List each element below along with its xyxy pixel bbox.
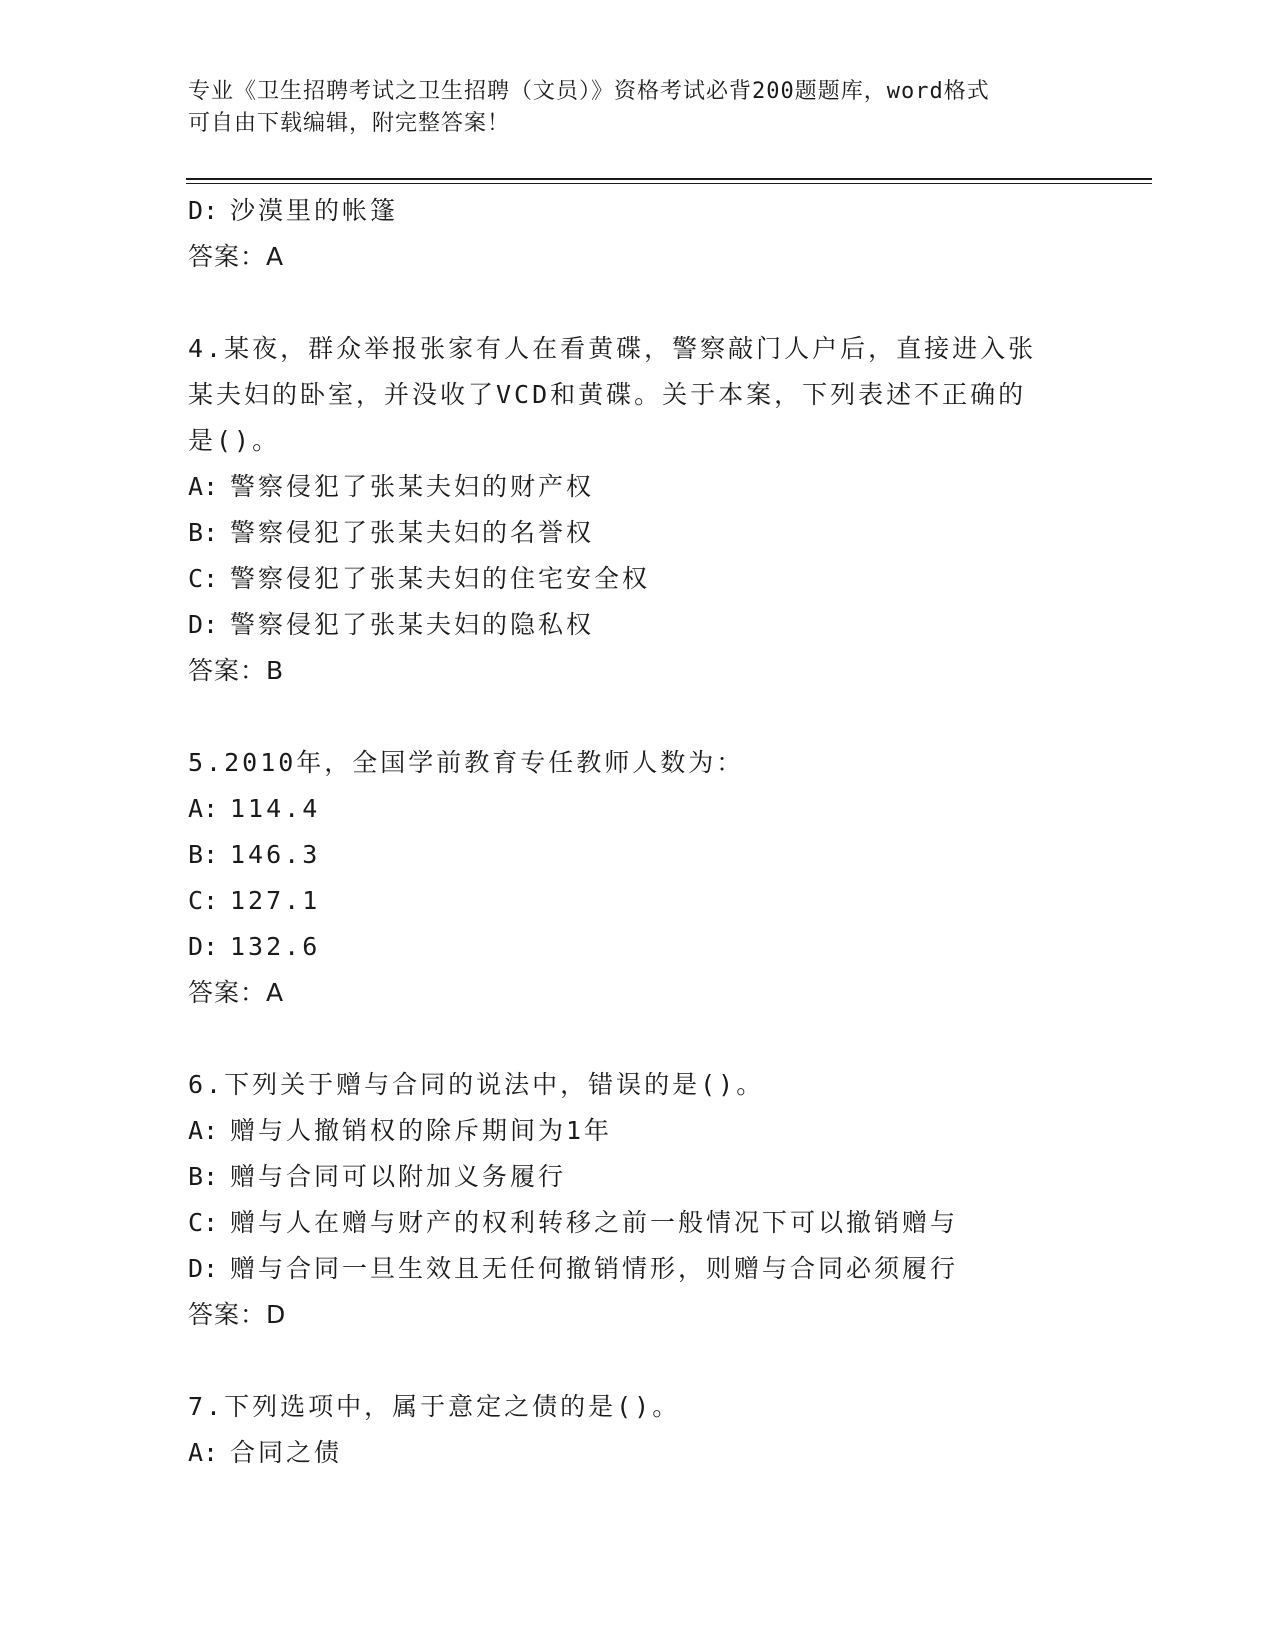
option-label: D: <box>188 610 219 639</box>
option-text: 127.1 <box>230 886 321 915</box>
document-body <box>188 188 1088 1476</box>
option-text: 146.3 <box>230 840 321 869</box>
option-label: B: <box>188 840 219 869</box>
option-label: A: <box>188 472 219 501</box>
header-line-1: 专业《卫生招聘考试之卫生招聘（文员）》资格考试必背200题题库，word格式 <box>188 79 990 104</box>
question-stem-line: 6.下列关于赠与合同的说法中，错误的是()。 <box>188 1070 765 1099</box>
option-text: 警察侵犯了张某夫妇的住宅安全权 <box>230 564 651 593</box>
option-c <box>188 1200 1088 1246</box>
option-label: C: <box>188 886 219 915</box>
option-label: A: <box>188 1116 219 1145</box>
option-d <box>188 924 1088 970</box>
document-header <box>188 76 1068 140</box>
option-label: B: <box>188 1162 219 1191</box>
question-5 <box>188 740 1088 1016</box>
spacer <box>188 1338 1088 1384</box>
option-label: A: <box>188 794 219 823</box>
option-label: B: <box>188 518 219 547</box>
question-7 <box>188 1384 1088 1476</box>
header-divider-thick <box>186 178 1152 180</box>
option-a <box>188 786 1088 832</box>
option-text: 警察侵犯了张某夫妇的财产权 <box>230 472 595 501</box>
spacer <box>188 694 1088 740</box>
question-3-tail <box>188 188 1088 280</box>
option-text: 赠与合同一旦生效且无任何撤销情形，则赠与合同必须履行 <box>230 1254 959 1283</box>
question-stem-line: 是()。 <box>188 426 281 455</box>
option-label: C: <box>188 564 219 593</box>
spacer <box>188 1016 1088 1062</box>
answer-line: 答案：B <box>188 656 285 685</box>
option-a <box>188 464 1088 510</box>
option-text: 警察侵犯了张某夫妇的隐私权 <box>230 610 595 639</box>
header-line-2: 可自由下载编辑，附完整答案！ <box>188 111 511 136</box>
question-stem-line: 某夫妇的卧室，并没收了VCD和黄碟。关于本案，下列表述不正确的 <box>188 380 1027 409</box>
option-text: 赠与合同可以附加义务履行 <box>230 1162 567 1191</box>
answer-line: 答案：A <box>188 242 285 271</box>
option-text: 沙漠里的帐篷 <box>230 196 399 225</box>
question-stem-line: 7.下列选项中，属于意定之债的是()。 <box>188 1392 681 1421</box>
option-text: 赠与人在赠与财产的权利转移之前一般情况下可以撤销赠与 <box>230 1208 959 1237</box>
option-b <box>188 510 1088 556</box>
option-d <box>188 1246 1088 1292</box>
option-text: 132.6 <box>230 932 321 961</box>
option-a <box>188 1430 1088 1476</box>
option-b <box>188 832 1088 878</box>
option-text: 114.4 <box>230 794 321 823</box>
option-text: 警察侵犯了张某夫妇的名誉权 <box>230 518 595 547</box>
option-label: D: <box>188 932 219 961</box>
option-d <box>188 602 1088 648</box>
question-stem-line: 4.某夜，群众举报张家有人在看黄碟，警察敲门人户后，直接进入张 <box>188 334 1037 363</box>
question-stem-line: 5.2010年，全国学前教育专任教师人数为： <box>188 748 745 777</box>
answer-line: 答案：A <box>188 978 285 1007</box>
option-label: C: <box>188 1208 219 1237</box>
option-text: 合同之债 <box>230 1438 343 1467</box>
option-d <box>188 188 1088 234</box>
question-6 <box>188 1062 1088 1338</box>
option-c <box>188 878 1088 924</box>
header-divider-thin <box>186 183 1152 184</box>
option-label: A: <box>188 1438 219 1467</box>
spacer <box>188 280 1088 326</box>
option-label: D: <box>188 196 219 225</box>
question-4 <box>188 326 1088 694</box>
option-c <box>188 556 1088 602</box>
option-label: D: <box>188 1254 219 1283</box>
answer-line: 答案：D <box>188 1300 287 1329</box>
option-a <box>188 1108 1088 1154</box>
option-text: 赠与人撤销权的除斥期间为1年 <box>230 1116 613 1145</box>
option-b <box>188 1154 1088 1200</box>
